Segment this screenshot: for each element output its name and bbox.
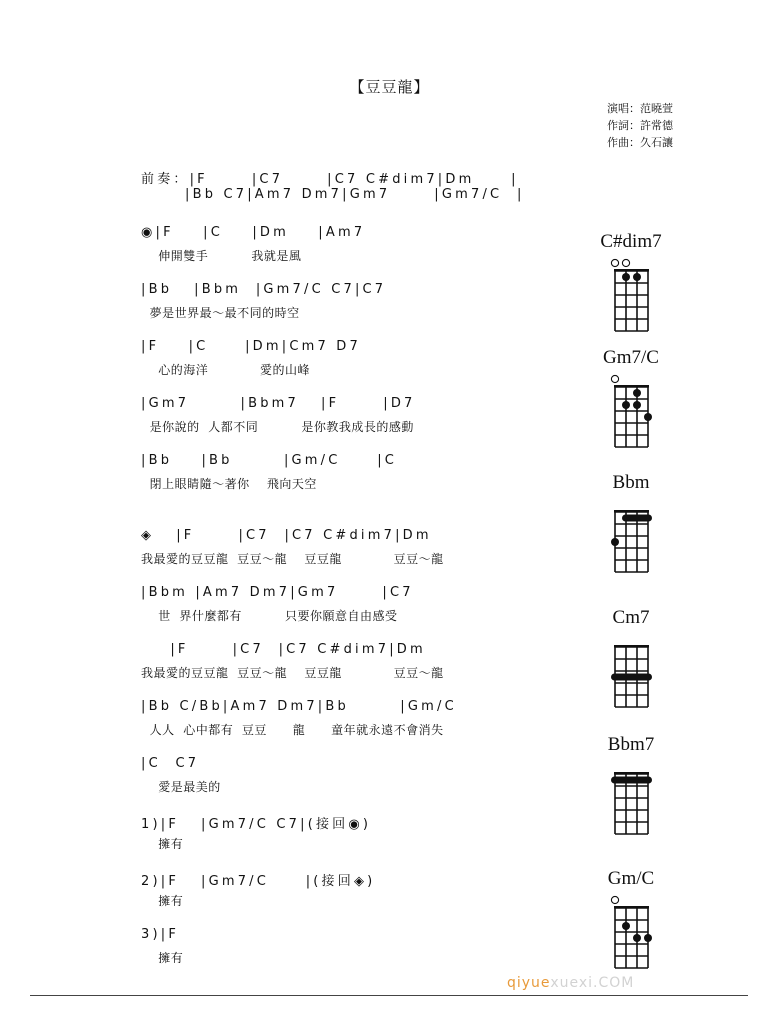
finger-dot	[644, 934, 652, 942]
open-string-marker	[611, 896, 618, 903]
chord-diagram-cm7	[576, 605, 686, 711]
finger-dot	[633, 273, 641, 281]
ukulele-fretboard	[601, 496, 661, 576]
chord-diagram-gm-over-c	[576, 866, 686, 972]
chord-diagram-bbm	[576, 470, 686, 576]
lyric-line: 擁有	[141, 951, 184, 965]
finger-dot	[633, 934, 641, 942]
open-string-marker	[611, 375, 618, 382]
song-title: 【豆豆龍】	[349, 78, 430, 96]
lyric-line: 夢是世界最～最不同的時空	[141, 306, 300, 320]
chord-diagram-name: Cm7	[612, 607, 650, 628]
chord-line: |Gm7 |Bbm7 |F |D7	[141, 396, 416, 411]
lyric-line: 擁有	[141, 894, 184, 908]
chord-line: |C C7	[141, 756, 200, 771]
ending-3-chords: 3)|F	[141, 927, 180, 942]
chord-line: |Bb C7|Am7 Dm7|Gm7 |Gm7/C |	[141, 187, 525, 202]
lyric-line: 我最愛的豆豆龍 豆豆～龍 豆豆龍 豆豆～龍	[141, 552, 444, 566]
watermark-part-2: xuexi.COM	[550, 975, 635, 991]
lyric-line: 是你說的 人都不同 是你教我成長的感動	[141, 420, 414, 434]
ending-2-chords: 2)|F |Gm7/C |(接回◈)	[141, 874, 376, 889]
finger-dot	[622, 273, 630, 281]
finger-dot	[622, 401, 630, 409]
chord-line: |Bb |Bb |Gm/C |C	[141, 453, 398, 468]
chord-line: 前奏：|F |C7 |C7 C#dim7|Dm |	[141, 172, 519, 187]
lyric-line: 閉上眼睛隨～著你 飛向天空	[141, 477, 317, 491]
chord-diagram-name: Bbm7	[607, 734, 655, 755]
lyricist-credit: 作詞：許常德	[607, 119, 673, 132]
ending-1-chords: 1)|F |Gm7/C C7|(接回◉)	[141, 817, 372, 832]
lyric-line: 人人 心中都有 豆豆 龍 童年就永遠不會消失	[141, 723, 444, 737]
lyric-line: 心的海洋 愛的山峰	[141, 363, 311, 377]
chord-line: |F |C7 |C7 C#dim7|Dm	[141, 642, 426, 657]
chord-line: ◈ |F |C7 |C7 C#dim7|Dm	[141, 528, 432, 543]
lyric-line: 愛是最美的	[141, 780, 221, 794]
lyric-line: 伸開雙手 我就是風	[141, 249, 302, 263]
top-edge-mark	[573, 0, 753, 6]
barre-bar	[622, 515, 652, 522]
finger-dot	[633, 389, 641, 397]
ukulele-fretboard	[601, 371, 661, 451]
chord-diagram-name: Gm7/C	[603, 347, 659, 368]
credits-block	[607, 100, 673, 151]
finger-dot	[611, 538, 619, 546]
chord-line: ◉|F |C |Dm |Am7	[141, 225, 366, 240]
chord-diagram-name: Bbm	[612, 472, 650, 493]
chord-line: |Bbm |Am7 Dm7|Gm7 |C7	[141, 585, 414, 600]
chord-diagram-bbm7	[576, 732, 686, 838]
chord-line: |Bb |Bbm |Gm7/C C7|C7	[141, 282, 387, 297]
chord-diagram-name: Gm/C	[607, 868, 655, 889]
lyric-line: 我最愛的豆豆龍 豆豆～龍 豆豆龍 豆豆～龍	[141, 666, 444, 680]
barre-bar	[611, 674, 652, 681]
finger-dot	[644, 413, 652, 421]
chord-diagram-csharp-dim7	[576, 229, 686, 335]
open-string-marker	[622, 259, 629, 266]
chord-line: |Bb C/Bb|Am7 Dm7|Bb |Gm/C	[141, 699, 457, 714]
chord-diagram-gm7-over-c	[576, 345, 686, 451]
ukulele-fretboard	[601, 255, 661, 335]
barre-bar	[611, 777, 652, 784]
ukulele-fretboard	[601, 631, 661, 711]
lyric-line: 擁有	[141, 837, 184, 851]
ukulele-fretboard	[601, 758, 661, 838]
footer-rule	[30, 995, 748, 996]
composer-credit: 作曲：久石讓	[607, 136, 673, 149]
chord-diagram-name: C#dim7	[600, 231, 662, 252]
singer-credit: 演唱：范曉萱	[607, 102, 673, 115]
chord-line: |F |C |Dm|Cm7 D7	[141, 339, 361, 354]
site-watermark	[507, 975, 634, 991]
finger-dot	[633, 401, 641, 409]
finger-dot	[622, 922, 630, 930]
watermark-part-1: qiyue	[507, 975, 551, 991]
open-string-marker	[611, 259, 618, 266]
ukulele-fretboard	[601, 892, 661, 972]
lyric-line: 世 界什麼都有 只要你願意自由感受	[141, 609, 398, 623]
